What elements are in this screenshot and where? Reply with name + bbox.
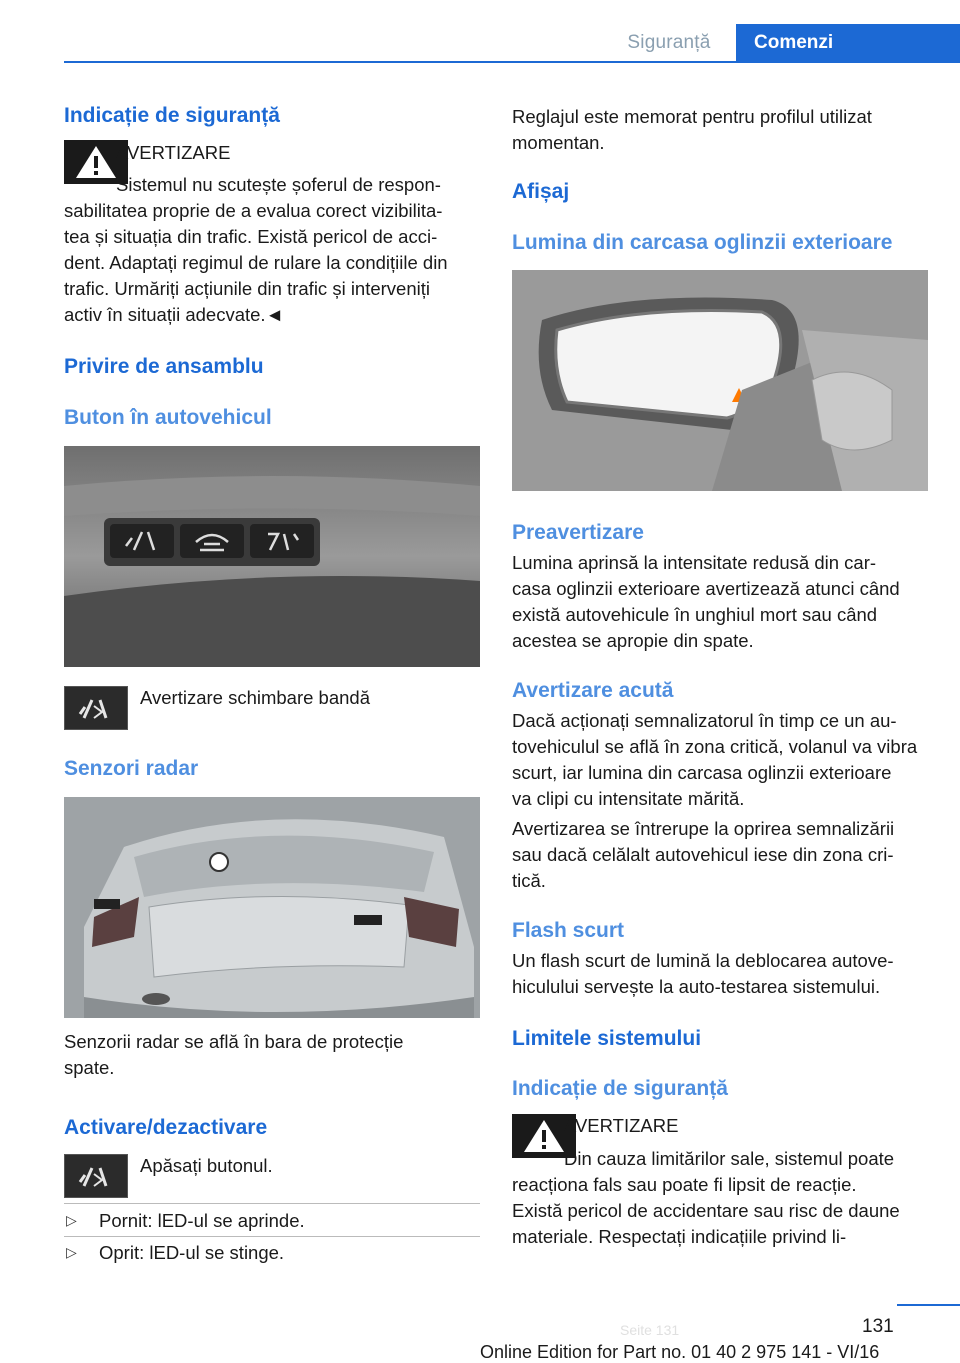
bullet-on: Pornit: lED-ul se aprinde. (99, 1210, 305, 1231)
acute-text-2: Avertizarea se întrerupe la oprirea semnalizării sau dacă celălalt autovehicul iese din zona cri- tică. (512, 818, 895, 891)
lane-change-warning-icon (64, 1154, 128, 1198)
warning-text-right: reacționa fals sau poate fi lipsit de reacție. Există pericol de accidentare sau risc de daune materiale. Respectați indicațiile privind li- (512, 1174, 900, 1247)
warning-label-left: AVERTIZARE (116, 142, 231, 163)
acute-heading: Avertizare acută (512, 679, 674, 702)
safety-heading-left: Indicație de siguranță (64, 104, 280, 127)
button-caption: Avertizare schimbare bandă (140, 687, 371, 708)
pre-text: Lumina aprinsă la intensitate redusă din car- casa oglinzii exterioare avertizează atunci când există autovehicule în unghiul mort sau când acestea se apropie din spate. (512, 552, 900, 651)
car-rear-photo (64, 797, 480, 1018)
display-heading: Afișaj (512, 180, 570, 203)
safety-heading-right: Indicație de siguranță (512, 1077, 728, 1100)
button-panel-photo (64, 446, 480, 667)
mirror-photo (512, 270, 928, 491)
bullet-triangle-icon: ▷ (66, 1244, 77, 1260)
limits-heading: Limitele sistemului (512, 1027, 702, 1050)
activate-text: Apăsați butonul. (140, 1155, 273, 1176)
flash-text: Un flash scurt de lumină la deblocarea autove- hiculului servește la auto-testarea sistemului. (512, 950, 894, 997)
edition-footer: Online Edition for Part no. 01 40 2 975 141 - VI/16 (480, 1342, 880, 1362)
pre-heading: Preavertizare (512, 521, 644, 544)
warning-label-right: AVERTIZARE (564, 1115, 679, 1136)
header-tab-safety: Siguranță (627, 32, 711, 53)
warning-text-first-left: Sistemul nu scutește șoferul de respon- (116, 174, 441, 195)
footer-rule (897, 1304, 960, 1306)
activate-heading: Activare/dezactivare (64, 1116, 268, 1139)
mirror-heading: Lumina din carcasa oglinzii exterioare (512, 231, 893, 254)
watermark: Seite 131 (620, 1322, 680, 1338)
bullet-divider (64, 1203, 480, 1204)
overview-heading: Privire de ansamblu (64, 355, 264, 378)
bullet-divider (64, 1236, 480, 1237)
warning-text-first-right: Din cauza limitărilor sale, sistemul poate (564, 1148, 895, 1169)
button-heading: Buton în autovehicul (64, 406, 272, 429)
memo-text: Reglajul este memorat pentru profilul utilizat momentan. (512, 106, 872, 153)
warning-text-left: sabilitatea proprie de a evalua corect vizibilita- tea și situația din trafic. Există pericol de acci- dent. Adaptați regimul de rulare la condițiile din trafic. Urmăriți acțiunile din trafic și interveniți activ în situații adecvate.◄ (64, 200, 448, 325)
lane-change-warning-icon (64, 686, 128, 730)
radar-text: Senzorii radar se află în bara de protecție spate. (64, 1031, 404, 1078)
header-rule (64, 61, 960, 63)
flash-heading: Flash scurt (512, 919, 625, 942)
page-number: 131 (862, 1316, 894, 1337)
radar-heading: Senzori radar (64, 757, 199, 780)
bullet-triangle-icon: ▷ (66, 1212, 77, 1228)
bullet-off: Oprit: lED-ul se stinge. (99, 1242, 285, 1263)
header-tab-controls: Comenzi (736, 24, 960, 62)
acute-text: Dacă acționați semnalizatorul în timp ce un au- tovehiculul se află în zona critică, volanul va vibra scurt, iar lumina din carcasa oglinzii exterioare va clipi cu intensitate mărită. (512, 710, 918, 809)
